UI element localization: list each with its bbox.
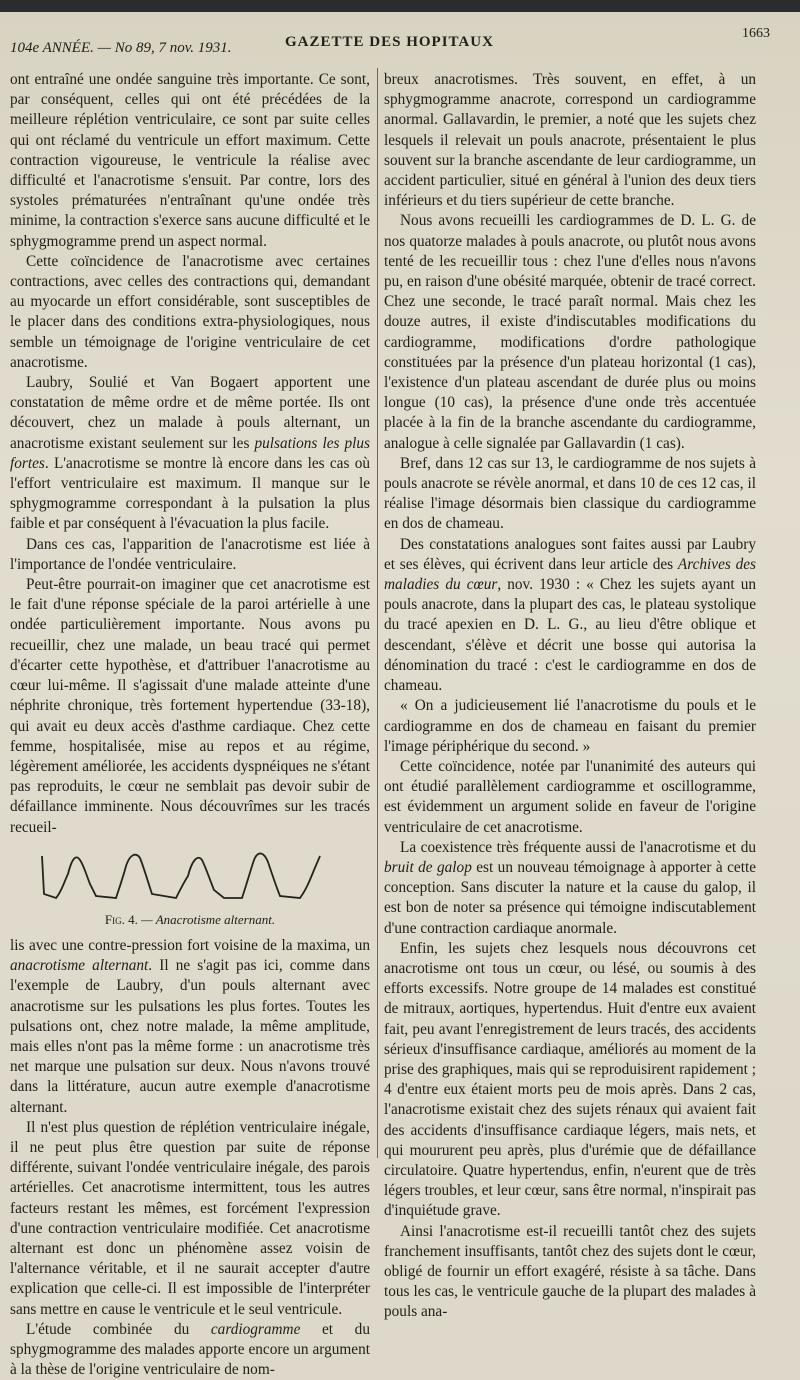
left-column (10, 70, 370, 1380)
paragraph: Il n'est plus question de réplétion ventriculaire inégale, il ne peut plus être question par suite de réponse différente, suivant l'ondée ventriculaire inégale, des parois artérielles. Cet anacrotisme intermittent, tous les autres facteurs restant les mêmes, est forcément l'expression d'une contraction ventriculaire modifiée. Cet anacrotisme alternant est donc un phénomène assez voisin de l'alternance véritable, et il ne saurait accepter d'autre explication que celle-ci. Il est impossible de l'interpréter sans mettre en cause le ventricule et le seul ventricule. (10, 1118, 370, 1318)
paragraph: Ainsi l'anacrotisme est-il recueilli tantôt chez des sujets franchement insuffisants, tantôt chez des sujets dont le cœur, obligé de fournir un effort exagéré, résiste à sa tâche. Dans tous les cas, le ventricule gauche de la plupart des malades à pouls ana- (384, 1222, 756, 1321)
paragraph: Bref, dans 12 cas sur 13, le cardiogramme de nos sujets à pouls anacrote se révèle anormal, et dans 10 de ces 12 cas, il réalise l'image désormais bien classique du cardiogramme en dos de chameau. (384, 454, 756, 533)
journal-title: GAZETTE DES HOPITAUX (285, 34, 494, 50)
figure-caption: Fig. 4. — Anacrotisme alternant. (104, 911, 276, 927)
page-number: 1663 (742, 26, 770, 41)
issue-info: 104e ANNÉE. — No 89, 7 nov. 1931. (10, 40, 232, 56)
paragraph: Laubry, Soulié et Van Bogaert apportent une constatation de même ordre et de même portée. Ils ont découvert, chez un malade à pouls alternant, un anacrotisme existant seulement sur les pulsations les plus fortes. L'anacrotisme se montre là encore dans les cas où l'effort ventriculaire est maximum. Il manque sur le sphygmogramme correspondant à la pulsation la plus faible et par conséquent à l'évacuation la plus facile. (10, 374, 370, 533)
pulse-curve (42, 853, 320, 898)
paragraph: « On a judicieusement lié l'anacrotisme du pouls et le cardiogramme en dos de chameau en faisant du premier l'image périphérique du second. » (384, 697, 756, 755)
paragraph: Cette coïncidence de l'anacrotisme avec certaines contractions, avec celles des contractions qui, demandant au myocarde un effort considérable, sont susceptibles de le placer dans des conditions extra-physiologiques, nous semble un témoignage de l'origine ventriculaire de cet anacrotisme. (10, 252, 370, 371)
paragraph: Nous avons recueilli les cardiogrammes de D. L. G. de nos quatorze malades à pouls anacrote, ou plutôt nous avons tenté de les recueillir tous : chez l'une d'elles nous n'avons pu, en raison d'une obésité marquée, obtenir de tracé correct. Chez une seconde, le tracé paraît normal. Mais chez les douze autres, il existe d'indiscutables modifications du cardiogramme, modifications d'ordre pathologique constituées par la présence d'un plateau horizontal (1 cas), l'existence d'un plateau ascendant de durée plus ou moins longue (10 cas), la présence d'une onde très accentuée placée à la fin de la branche ascendante du cardiogramme, analogue à celle signalée par Gallavardin (1 cas). (384, 212, 756, 452)
paragraph: lis avec une contre-pression fort voisine de la maxima, un anacrotisme alternant. Il ne s'agit pas ici, comme dans l'exemple de Laubry, d'un pouls alternant avec anacrotisme sur les pulsations les plus fortes. Toutes les pulsations ont, chez notre malade, la même amplitude, mais elles n'ont pas la même forme : un anacrotisme très net marque une pulsation sur deux. Nous n'avons trouvé dans la littérature, aucun autre exemple d'anacrotisme alternant. (10, 936, 371, 1116)
paragraph: Dans ces cas, l'apparition de l'anacrotisme est liée à l'importance de l'ondée ventriculaire. (10, 535, 370, 573)
paragraph: Enfin, les sujets chez lesquels nous découvrons cet anacrotisme ont tous un cœur, ou lésé, ou soumis à des efforts excessifs. Notre groupe de 14 malades est constitué de mitraux, aortiques, hypertendus. Huit d'entre eux avaient fait, peu avant l'enregistrement de leurs tracés, des accidents sérieux d'insuffisance cardiaque, améliorés au moment de la prise des graphiques, mais qui se reproduisirent rapidement ; 4 d'entre eux étaient morts peu de mois après. Dans 2 cas, l'anacrotisme existait chez des sujets rénaux qui avaient fait des accidents d'insuffisance cardiaque légers, mais nets, et qui moururent peu après, plus d'urémie que de défaillance circulatoire. Quatre hypertendus, enfin, n'eurent que de très légers troubles, et leur cœur, sans être normal, n'inspirait pas d'inquiétude grave. (384, 939, 756, 1220)
paragraph: Cette coïncidence, notée par l'unanimité des auteurs qui ont étudié parallèlement cardiogramme et oscillogramme, est évidemment un argument solide en faveur de l'origine ventriculaire de cet anacrotisme. (384, 757, 756, 836)
page-header (10, 26, 770, 56)
paragraph: ont entraîné une ondée sanguine très importante. Ce sont, par conséquent, celles qui ont été précédées de la meilleure réplétion ventriculaire, ce sont par suite celles qui ont réclamé du ventricule un effort maximum. Cette contraction vigoureuse, le ventricule la réalise avec difficulté et l'anacrotisme s'ensuit. Par contre, lors des systoles prématurées n'entraînant qu'une ondée très minime, la contraction s'exerce sans aucune difficulté et le sphygmogramme prend un aspect normal. (10, 71, 370, 250)
pulse-tracing (10, 846, 370, 908)
column-divider (377, 68, 378, 1158)
paragraph: Peut-être pourrait-on imaginer que cet anacrotisme est le fait d'une réponse spéciale de la paroi artérielle à une ondée particulièrement importante. Nous avons pu recueillir, chez une malade, un beau tracé qui permet d'écarter cette hypothèse, et d'attribuer l'anacrotisme au cœur lui-même. Il s'agissait d'une malade atteinte d'une néphrite chronique, très fortement hypertendue (33-18), qui avait eu deux accès d'asthme cardiaque. Chez cette femme, hospitalisée, mise au repos et au régime, légèrement améliorée, les accidents dyspnéiques ne s'étant pas reproduits, le cœur ne semblait pas devoir subir de défaillance imminente. Nous découvrîmes sur les tracés recueil- (10, 576, 370, 836)
paragraph: La coexistence très fréquente aussi de l'anacrotisme et du bruit de galop est un nouveau témoignage à apporter à cette conception. Sans discuter la nature et la cause du galop, il est bon de noter sa présence qui témoigne indiscutablement d'une contraction cardiaque anormale. (384, 838, 756, 937)
paragraph: L'étude combinée du cardiogramme et du sphygmogramme des malades apporte encore un argument à la thèse de l'origine ventriculaire de nom- (10, 1320, 370, 1379)
paragraph: breux anacrotismes. Très souvent, en effet, à un sphygmogramme anacrote, correspond un cardiogramme anormal. Gallavardin, le premier, a noté que les sujets chez lesquels il relevait un pouls anacrote, présentaient le plus souvent sur la branche ascendante de leur cardiogramme, un accident particulier, situé en général à l'union des deux tiers inférieurs et du tiers supérieur de cette branche. (384, 71, 756, 210)
right-column (384, 70, 756, 1323)
scan-edge (0, 0, 800, 12)
figure-4 (10, 846, 370, 930)
paragraph: Des constatations analogues sont faites aussi par Laubry et ses élèves, qui écrivent dans leur article des Archives des maladies du cœur, nov. 1930 : « Chez les sujets ayant un pouls anacrote, dans la plupart des cas, le plateau systolique du tracé apexien en D. L. G., au lieu d'être oblique et descendant, s'élève et décrit une bosse qui autorisa la dénomination du tracé : c'est le cardiogramme en dos de chameau. (384, 535, 756, 695)
